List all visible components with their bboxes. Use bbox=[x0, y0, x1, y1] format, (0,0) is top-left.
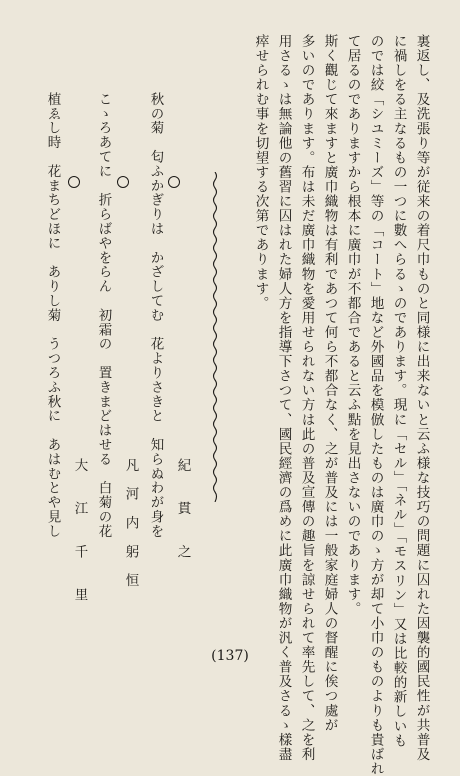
poem-author: 大 江 千 里 bbox=[71, 458, 88, 602]
poem-author: 凡 河 内 躬 恒 bbox=[122, 458, 139, 588]
circle-bullet-icon bbox=[168, 176, 180, 188]
prose-column: 裏返し、及洗張り等が従来の着尺巾ものと同様に出来ないと云ふ様な技巧の問題に囚れた因襲的國民性が共普及 bbox=[413, 34, 430, 762]
page-number: (137) bbox=[211, 648, 249, 664]
poem-author: 紀 貫 之 bbox=[174, 458, 191, 559]
prose-column: のでは絞「シユミーズ」等の「コート」地など外國品を模倣したものは廣巾のゝ方が却て小巾のものよりも貴ばれ bbox=[367, 34, 384, 776]
poem-line: 秋の菊 匂ふかぎりは かざしてむ 花よりさきと 知らぬわが身を bbox=[147, 92, 164, 539]
prose-column: 用さるゝは無論他の舊習に囚はれた婦人方を指導下さつて、國民經濟の爲めに此廣巾織物が汎く普及さるゝ樣盡 bbox=[275, 34, 292, 762]
prose-column: に禍しをる主なるもの一つに數へらるゝのであります。現に「セル」「ネル」「モスリン」又は比較的新しいも bbox=[390, 34, 407, 748]
prose-column: て居るのでありますから根本に廣巾が不都合であると云ふ點を見出さないのであります。 bbox=[344, 34, 361, 616]
poem-line: 植ゑし時 花まちどほに ありし菊 うつろふ秋に あはむとや見し bbox=[44, 92, 61, 539]
circle-bullet-icon bbox=[68, 176, 80, 188]
circle-bullet-icon bbox=[117, 176, 129, 188]
prose-column: 斯く觀じて來ますと廣巾織物は有利であつて何ら不都合なく、之が普及には一般家庭婦人の督醒に俟つ處が bbox=[321, 34, 338, 733]
prose-column: 瘁せられむ事を切望する次第であります。 bbox=[252, 34, 269, 311]
wavy-divider bbox=[212, 172, 218, 502]
poem-line: こゝろあてに 折らばやをらん 初霜の 置きまどはせる 白菊の花 bbox=[95, 92, 112, 539]
prose-column: 多いのであります。布は未だ廣巾織物を愛用せられない方は此の普及宣傳の趣旨を諒せられて率先して、之を利 bbox=[298, 34, 315, 762]
